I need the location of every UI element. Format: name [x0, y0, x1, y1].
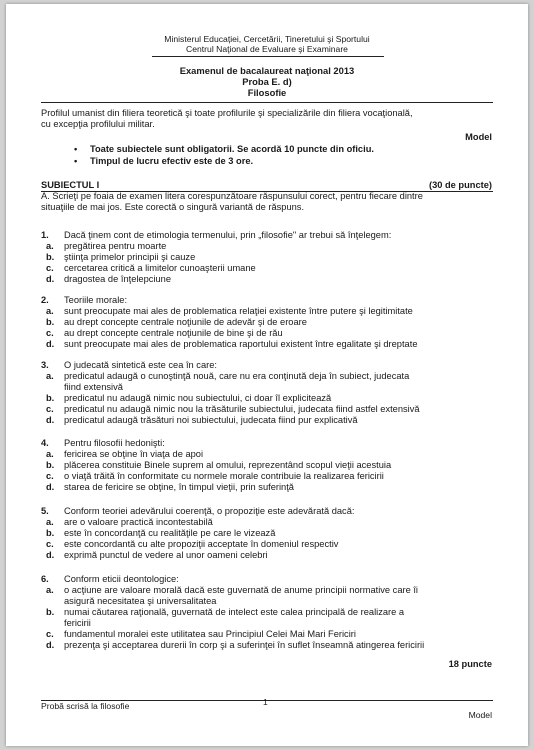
question-stem: Conform eticii deontologice:	[64, 574, 179, 584]
question-stem: Teoriile morale:	[64, 295, 128, 305]
model-label: Model	[465, 132, 492, 142]
exam-page	[6, 4, 528, 746]
option-text: are o valoare practică incontestabilă	[64, 517, 213, 527]
question-number: 5.	[41, 506, 49, 516]
option-text: predicatul adaugă o cunoştinţă nouă, care nu era conţinută deja în subiect, judecata	[64, 371, 410, 381]
section-points: (30 de puncte)	[428, 180, 492, 190]
question-number: 3.	[41, 360, 49, 370]
center-name: Centrul Naţional de Evaluare şi Examinare	[186, 44, 348, 54]
section-instruction-1: A. Scrieţi pe foaia de examen litera corespunzătoare răspunsului corect, pentru fiecare dintre	[41, 191, 423, 201]
option-letter: b.	[46, 393, 55, 403]
option-letter: b.	[46, 317, 55, 327]
option-text: exprimă punctul de vedere al unor oameni celebri	[64, 550, 268, 560]
question-stem: O judecată sintetică este cea în care:	[64, 360, 217, 370]
option-text: au drept concepte centrale noţiunile de adevăr şi de eroare	[64, 317, 307, 327]
option-letter: b.	[46, 528, 55, 538]
option-text: este în concordanţă cu realităţile pe care le vizează	[64, 528, 276, 538]
option-text: starea de fericire se obţine, în timpul vieţii, prin suferinţă	[64, 482, 294, 492]
option-text: sunt preocupate mai ales de problematica relaţiei existente între putere şi legitimitate	[64, 306, 413, 316]
option-text: o acţiune are valoare morală dacă este guvernată de anume principii normative care îi	[64, 585, 418, 595]
option-letter: d.	[46, 339, 55, 349]
bullet-icon: •	[74, 156, 78, 166]
option-letter: b.	[46, 252, 55, 262]
question-number: 1.	[41, 230, 49, 240]
option-letter: c.	[46, 263, 54, 273]
question-number: 2.	[41, 295, 49, 305]
option-letter: a.	[46, 585, 54, 595]
option-text: predicatul nu adaugă nimic nou la trăsăturile subiectului, judecata fiind astfel extensivă	[64, 404, 420, 414]
option-letter: c.	[46, 404, 54, 414]
option-text: dragostea de înţelepciune	[64, 274, 171, 284]
option-text: au drept concepte centrale noţiunile de bine şi de rău	[64, 328, 283, 338]
rule-1: Toate subiectele sunt obligatorii. Se acordă 10 puncte din oficiu.	[90, 144, 374, 154]
option-letter: c.	[46, 539, 54, 549]
exam-title: Examenul de bacalaureat naţional 2013	[179, 65, 355, 76]
option-letter: a.	[46, 449, 54, 459]
header-rule	[152, 56, 384, 57]
question-stem: Pentru filosofii hedonişti:	[64, 438, 165, 448]
section-title: SUBIECTUL I	[41, 180, 100, 190]
option-letter: d.	[46, 550, 55, 560]
question-number: 4.	[41, 438, 49, 448]
title-rule	[41, 102, 493, 103]
option-text: predicatul adaugă trăsături noi subiectului, judecata fiind pur explicativă	[64, 415, 358, 425]
question-stem: Conform teoriei adevărului coerenţă, o propoziţie este adevărată dacă:	[64, 506, 355, 516]
option-text: predicatul nu adaugă nimic nou subiectului, ci doar îl explicitează	[64, 393, 332, 403]
profile-line-2: cu excepţia profilului militar.	[41, 119, 155, 129]
option-text: ştiinţa primelor principii şi cauze	[64, 252, 196, 262]
option-letter: d.	[46, 482, 55, 492]
option-text: prezenţa şi acceptarea durerii în corp şi a suferinţei în suflet înseamnă atingerea fericirii	[64, 640, 425, 650]
option-text: fericirii	[64, 618, 91, 628]
option-text: asigură necesitatea şi universalitatea	[64, 596, 217, 606]
option-letter: a.	[46, 517, 54, 527]
footer-left: Probă scrisă la filosofie	[41, 701, 130, 711]
option-text: fericirea se obţine în viaţa de apoi	[64, 449, 204, 459]
score-label: 18 puncte	[448, 659, 492, 669]
option-text: fundamentul moralei este utilitatea sau Principiul Celei Mai Mari Fericiri	[64, 629, 356, 639]
ministry-name: Ministerul Educației, Cercetării, Tineretului şi Sportului	[164, 34, 370, 44]
option-letter: b.	[46, 607, 55, 617]
bullet-icon: •	[74, 144, 78, 154]
option-letter: a.	[46, 371, 54, 381]
option-text: plăcerea constituie Binele suprem al omului, reprezentând scopul vieţii acestuia	[64, 460, 392, 470]
option-letter: d.	[46, 640, 55, 650]
option-text: este concordantă cu alte propoziţii acceptate în domeniul respectiv	[64, 539, 339, 549]
exam-proba: Proba E. d)	[242, 76, 292, 87]
question-stem: Dacă ţinem cont de etimologia termenului, prin „filosofie" ar trebui să înţelegem:	[64, 230, 392, 240]
rule-2: Timpul de lucru efectiv este de 3 ore.	[90, 156, 254, 166]
option-letter: b.	[46, 460, 55, 470]
option-text: numai căutarea raţională, guvernată de intelect este calea principală de realizare a	[64, 607, 405, 617]
section-instruction-2: situaţiile de mai jos. Este corectă o singură variantă de răspuns.	[41, 202, 305, 212]
option-text: fiind extensivă	[64, 382, 123, 392]
page-number: 1	[263, 697, 268, 707]
option-text: o viaţă trăită în conformitate cu normele morale contribuie la realizarea fericirii	[64, 471, 384, 481]
option-letter: c.	[46, 471, 54, 481]
option-text: cercetarea critică a limitelor cunoaşterii umane	[64, 263, 256, 273]
exam-subject: Filosofie	[247, 87, 287, 98]
option-letter: d.	[46, 274, 55, 284]
option-text: sunt preocupate mai ales de problematica raportului existent între egalitate şi dreptate	[64, 339, 418, 349]
footer-right: Model	[468, 710, 492, 720]
option-letter: d.	[46, 415, 55, 425]
option-letter: a.	[46, 306, 54, 316]
option-letter: c.	[46, 629, 54, 639]
option-letter: a.	[46, 241, 54, 251]
option-text: pregătirea pentru moarte	[64, 241, 167, 251]
question-number: 6.	[41, 574, 49, 584]
option-letter: c.	[46, 328, 54, 338]
profile-line-1: Profilul umanist din filiera teoretică şi toate profilurile şi specializările din filiera vocaţională,	[41, 108, 413, 118]
